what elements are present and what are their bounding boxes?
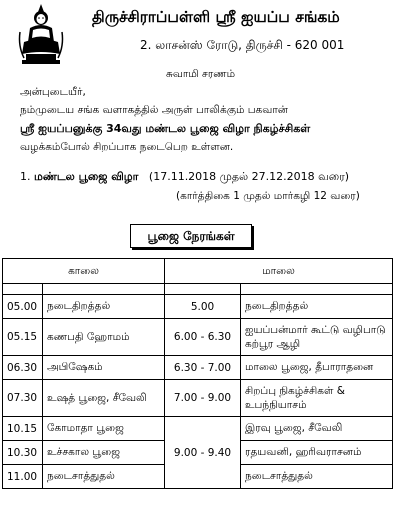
table-row (3, 417, 393, 441)
morning-event: நடைசாத்துதல் (43, 465, 165, 489)
table-row (3, 319, 393, 356)
evening-time: 7.00 - 9.00 (165, 380, 241, 417)
morning-time: 05.00 (3, 295, 43, 319)
evening-event: ஐயப்பன்மார் கூட்டு வழிபாடு கற்பூர ஆழி (241, 319, 393, 356)
morning-time: 05.15 (3, 319, 43, 356)
salutation: சுவாமி சரணம் (166, 68, 236, 80)
morning-event: உச்சகால பூஜை (43, 441, 165, 465)
event-name: மண்டல பூஜை விழா (34, 170, 139, 183)
schedule-table (2, 258, 393, 489)
letter-line-2: ஸ்ரீ ஐயப்பனுக்கு 34வது மண்டல பூஜை விழா நிகழ்ச்சிகள் (20, 122, 311, 135)
organization-title: திருச்சிராப்பள்ளி ஸ்ரீ ஐயப்ப சங்கம் (92, 8, 340, 26)
letter-line-1: நம்முடைய சங்க வளாகத்தில் அருள் பாலிக்கும் பகவான் (20, 104, 288, 116)
table-row (3, 356, 393, 380)
evening-time: 6.30 - 7.00 (165, 356, 241, 380)
schedule-header-row (3, 259, 393, 284)
evening-event: நடைசாத்துதல் (241, 465, 393, 489)
evening-event: ரதயவனி, ஹரிவராசனம் (241, 441, 393, 465)
evening-event: மாலை பூஜை, தீபாராதனை (241, 356, 393, 380)
schedule-heading: பூஜை நேரங்கள் (130, 224, 252, 248)
evening-time: 5.00 (165, 295, 241, 319)
evening-event: இரவு பூஜை, சீவேலி (241, 417, 393, 441)
morning-time: 11.00 (3, 465, 43, 489)
morning-time: 06.30 (3, 356, 43, 380)
greeting: அன்புடையீர், (20, 86, 86, 98)
spacer-row (3, 284, 393, 295)
morning-time: 10.15 (3, 417, 43, 441)
morning-event: கணபதி ஹோமம் (43, 319, 165, 356)
morning-event: கோமாதா பூஜை (43, 417, 165, 441)
ayyappan-emblem-icon (16, 2, 66, 66)
table-row (3, 380, 393, 417)
morning-header: காலை (3, 259, 165, 284)
letter-line-3: வழக்கம்போல் சிறப்பாக நடைபெற உள்ளன. (20, 141, 234, 153)
morning-time: 07.30 (3, 380, 43, 417)
morning-event: நடைதிறத்தல் (43, 295, 165, 319)
evening-event: சிறப்பு நிகழ்ச்சிகள் & உபந்நியாசம் (241, 380, 393, 417)
evening-header: மாலை (165, 259, 393, 284)
morning-time: 10.30 (3, 441, 43, 465)
organization-address: 2. லாசன்ஸ் ரோடு, திருச்சி - 620 001 (140, 38, 345, 52)
event-dates: (17.11.2018 முதல் 27.12.2018 வரை) (148, 170, 350, 183)
event-number: 1. (20, 170, 31, 183)
evening-time: 9.00 - 9.40 (165, 417, 241, 489)
evening-event: நடைதிறத்தல் (241, 295, 393, 319)
morning-event: உஷத் பூஜை, சீவேலி (43, 380, 165, 417)
evening-time: 6.00 - 6.30 (165, 319, 241, 356)
table-row (3, 295, 393, 319)
event-tamil-dates: (கார்த்திகை 1 முதல் மார்கழி 12 வரை) (176, 190, 360, 202)
event-line (20, 170, 349, 185)
morning-event: அபிஷேகம் (43, 356, 165, 380)
